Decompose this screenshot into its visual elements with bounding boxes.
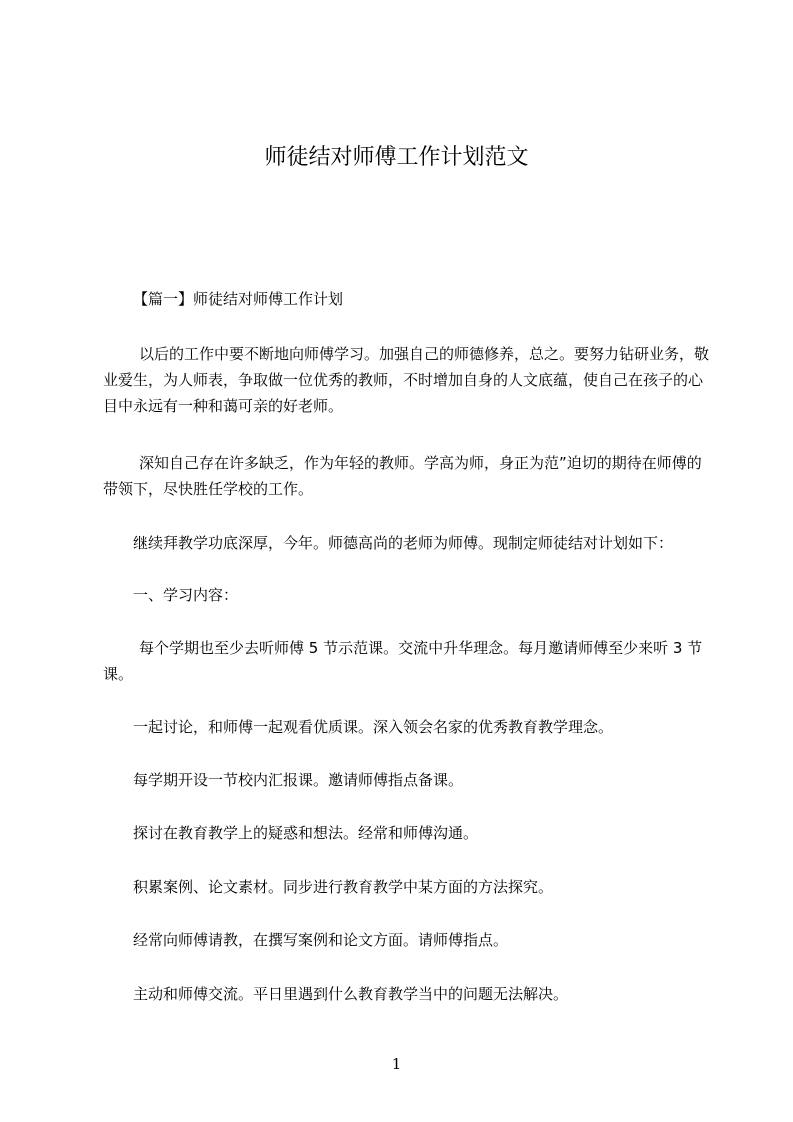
- paragraph-3: 继续拜教学功底深厚，今年。师德高尚的老师为师傅。现制定师徒结对计划如下：: [133, 534, 674, 552]
- section-heading: 【篇一】师徒结对师傅工作计划: [133, 290, 344, 308]
- paragraph-5: 每个学期也至少去听师傅 5 节示范课。交流中升华理念。每月邀请师傅至少来听 3 节课。: [103, 639, 703, 683]
- paragraph-11: 主动和师傅交流。平日里遇到什么教育教学当中的问题无法解决。: [133, 985, 569, 1003]
- paragraph-7: 每学期开设一节校内汇报课。邀请师傅指点备课。: [133, 771, 464, 789]
- page-number: 1: [391, 1055, 402, 1073]
- paragraph-6: 一起讨论，和师傅一起观看优质课。深入领会名家的优秀教育教学理念。: [133, 718, 614, 736]
- paragraph-4: 一、学习内容：: [133, 586, 239, 604]
- paragraph-1: 以后的工作中要不断地向师傅学习。加强自己的师德修养，总之。要努力钻研业务，敬业爱生，为人师表，争取做一位优秀的教师，不时增加自身的人文底蕴，使自己在孩子的心目中永远有一种和蔼可亲的好老师。: [103, 345, 710, 415]
- document-title: 师徒结对师傅工作计划范文: [264, 145, 529, 170]
- paragraph-2: 深知自己存在许多缺乏，作为年轻的教师。学高为师，身正为范”迫切的期待在师傅的带领下，尽快胜任学校的工作。: [103, 454, 702, 498]
- paragraph-8: 探讨在教育教学上的疑惑和想法。经常和师傅沟通。: [133, 824, 479, 842]
- paragraph-10: 经常向师傅请教，在撰写案例和论文方面。请师傅指点。: [133, 931, 509, 949]
- paragraph-9: 积累案例、论文素材。同步进行教育教学中某方面的方法探究。: [133, 878, 554, 896]
